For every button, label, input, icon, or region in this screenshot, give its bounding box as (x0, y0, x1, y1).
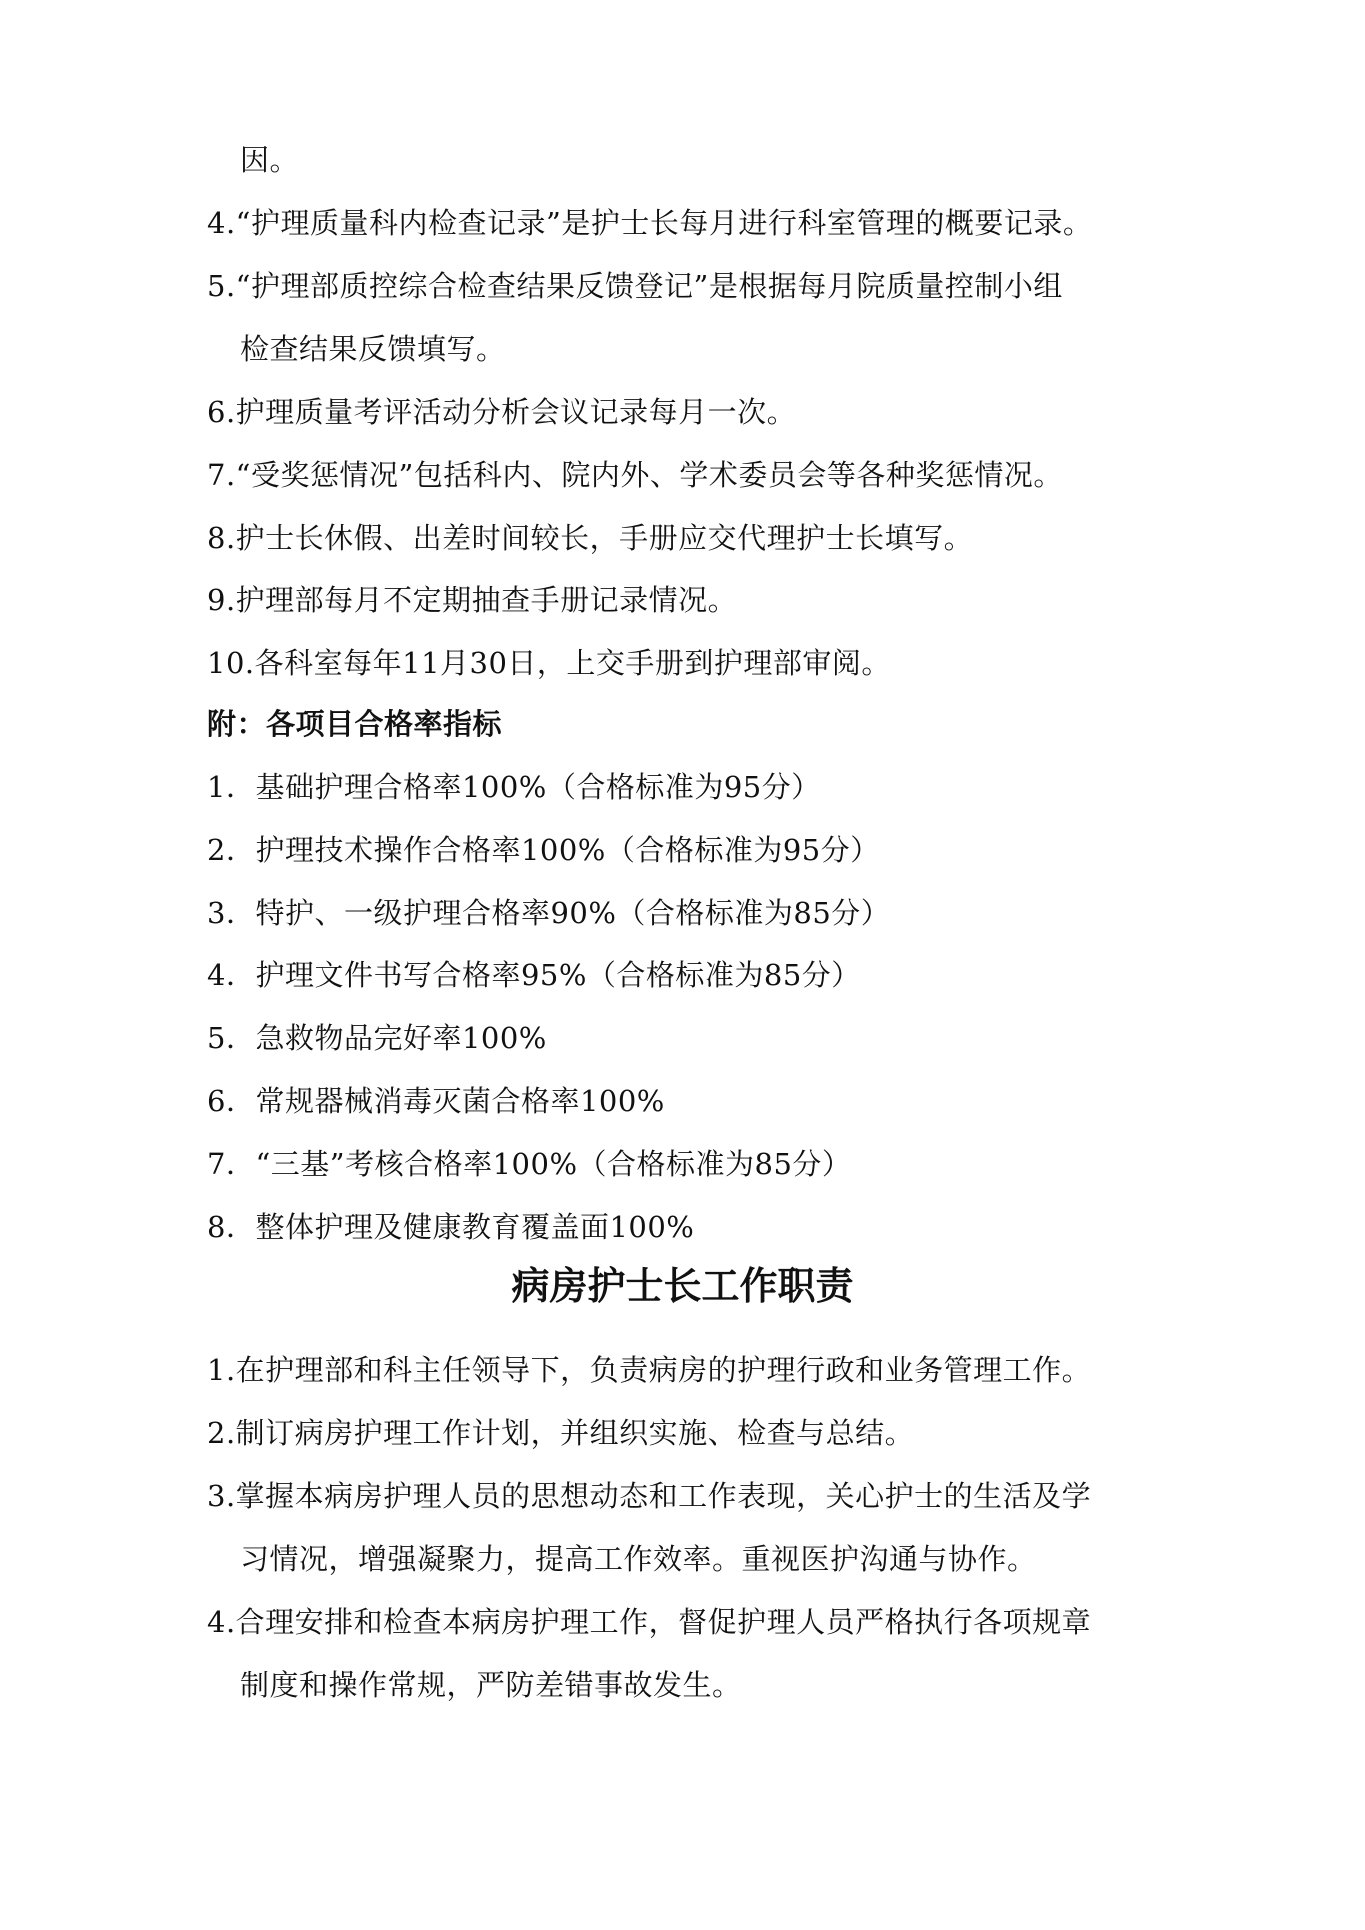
rule-item-9: 9.护理部每月不定期抽查手册记录情况。 (207, 583, 738, 617)
section-title: 病房护士长工作职责 (511, 1264, 854, 1308)
appendix-item-7: 7．“三基”考核合格率100%（合格标准为85分） (207, 1147, 852, 1181)
appendix-item-1: 1．基础护理合格率100%（合格标准为95分） (207, 770, 821, 804)
rule-item-7: 7.“受奖惩情况”包括科内、院内外、学术委员会等各种奖惩情况。 (207, 458, 1063, 492)
rule-item-10: 10.各科室每年11月30日，上交手册到护理部审阅。 (207, 646, 891, 680)
duty-item-3-continuation: 习情况，增强凝聚力，提高工作效率。重视医护沟通与协作。 (240, 1542, 1037, 1576)
appendix-item-2: 2．护理技术操作合格率100%（合格标准为95分） (207, 833, 880, 867)
rule-item-5: 5.“护理部质控综合检查结果反馈登记”是根据每月院质量控制小组 (207, 269, 1063, 303)
duty-item-1: 1.在护理部和科主任领导下，负责病房的护理行政和业务管理工作。 (207, 1353, 1092, 1387)
rule-item-8: 8.护士长休假、出差时间较长，手册应交代理护士长填写。 (207, 521, 974, 555)
duty-item-4-continuation: 制度和操作常规，严防差错事故发生。 (240, 1668, 742, 1702)
appendix-item-4: 4．护理文件书写合格率95%（合格标准为85分） (207, 958, 861, 992)
appendix-item-6: 6．常规器械消毒灭菌合格率100% (207, 1084, 665, 1118)
rule-item-6: 6.护理质量考评活动分析会议记录每月一次。 (207, 395, 797, 429)
duty-item-3: 3.掌握本病房护理人员的思想动态和工作表现，关心护士的生活及学 (207, 1479, 1092, 1513)
duty-item-4: 4.合理安排和检查本病房护理工作，督促护理人员严格执行各项规章 (207, 1605, 1092, 1639)
appendix-item-8: 8．整体护理及健康教育覆盖面100% (207, 1210, 695, 1244)
rule-item-5-continuation: 检查结果反馈填写。 (240, 332, 506, 366)
text-line-continuation: 因。 (240, 143, 300, 177)
appendix-item-5: 5．急救物品完好率100% (207, 1021, 547, 1055)
appendix-heading: 附：各项目合格率指标 (207, 707, 503, 741)
rule-item-4: 4.“护理质量科内检查记录”是护士长每月进行科室管理的概要记录。 (207, 206, 1093, 240)
duty-item-2: 2.制订病房护理工作计划，并组织实施、检查与总结。 (207, 1416, 915, 1450)
appendix-item-3: 3．特护、一级护理合格率90%（合格标准为85分） (207, 896, 891, 930)
